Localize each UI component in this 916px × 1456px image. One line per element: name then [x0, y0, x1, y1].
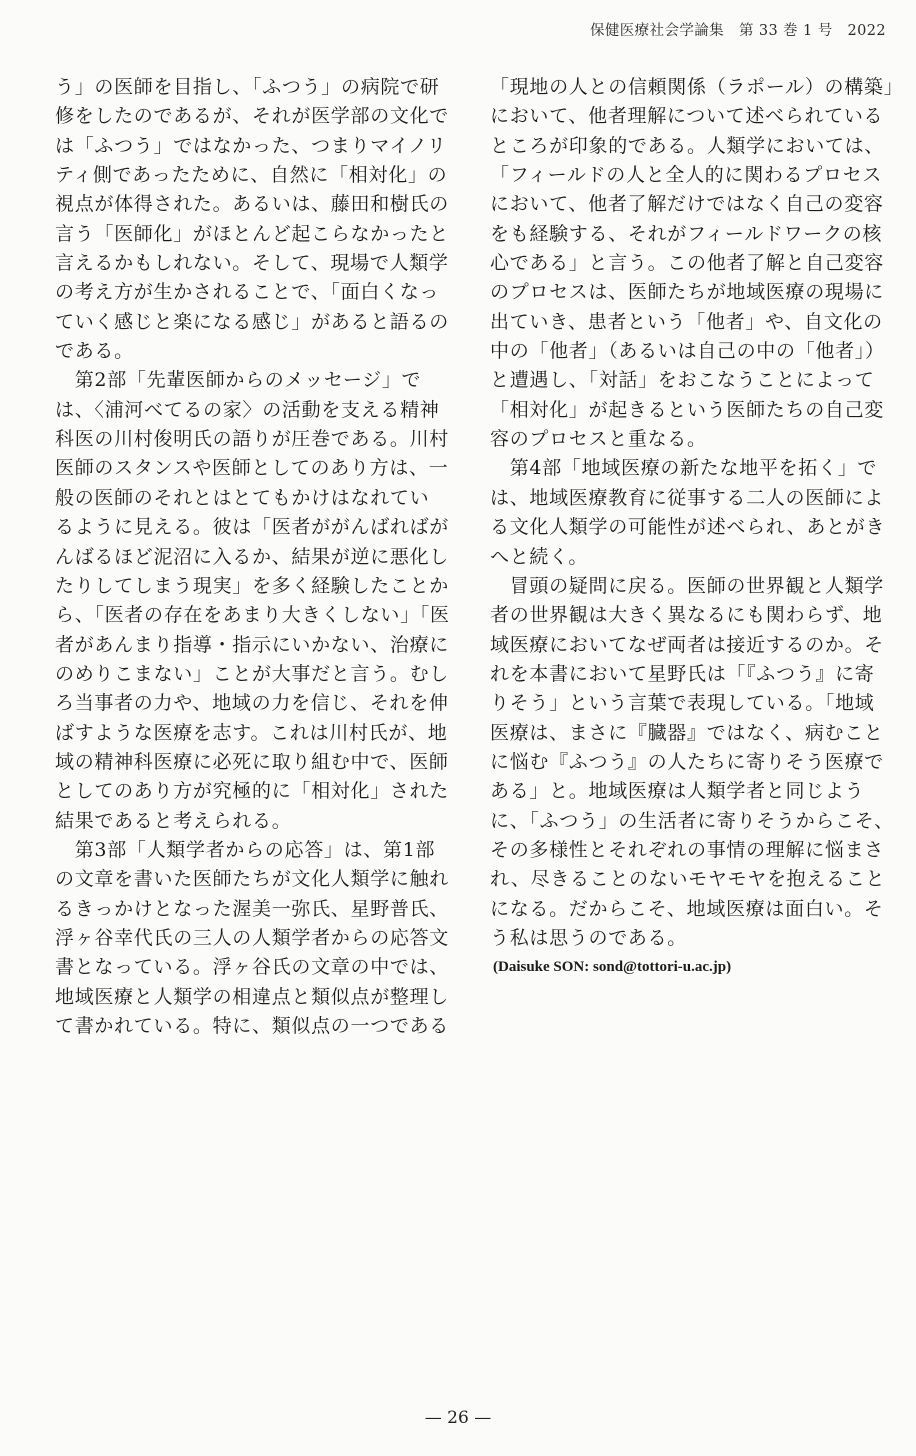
text-line: である。	[55, 340, 134, 363]
text-line: 医師のスタンスや医師としてのあり方は、一	[55, 457, 449, 480]
text-line: て書かれている。特に、類似点の一つである	[55, 1015, 450, 1037]
text-line: 結果であると考えられる。	[55, 809, 292, 832]
text-line: 言えるかもしれない。そして、現場で人類学	[55, 252, 449, 275]
left-column	[55, 73, 475, 1041]
text-line: の考え方が生かされることで、「面白くなっ	[55, 281, 440, 304]
text-line: 出ていき、患者という「他者」や、自文化の	[490, 310, 883, 333]
text-line: 心である」と言う。この他者了解と自己変容	[490, 252, 885, 275]
text-line: において、他者了解だけではなく自己の変容	[490, 193, 884, 216]
text-line: 第2部「先輩医師からのメッセージ」で	[55, 369, 422, 392]
text-line: ていく感じと楽になる感じ」があると語るの	[55, 310, 450, 333]
text-line: 地域医療と人類学の相違点と類似点が整理し	[55, 985, 450, 1008]
text-line: 科医の川村俊明氏の語りが圧巻である。川村	[55, 428, 450, 451]
text-line: ある」と。地域医療は人類学者と同じよう	[490, 780, 865, 803]
text-line: る文化人類学の可能性が述べられ、あとがき	[490, 516, 886, 539]
text-line: 者の世界観は大きく異なるにも関わらず、地	[490, 604, 883, 627]
text-line: に悩む『ふつう』の人たちに寄りそう医療で	[490, 750, 885, 773]
text-line: ところが印象的である。人類学においては、	[490, 134, 885, 157]
text-line: 「現地の人との信頼関係（ラポール）の構築」	[490, 76, 904, 98]
text-line: ばすような医療を志す。これは川村氏が、地	[55, 721, 448, 744]
text-line: 修をしたのであるが、それが医学部の文化で	[55, 105, 450, 128]
text-line: をも経験する、それがフィールドワークの核	[490, 222, 883, 245]
text-line: は、〈浦河べてるの家〉の活動を支える精神	[55, 398, 440, 421]
text-line: 般の医師のそれとはとてもかけはなれてい	[55, 486, 430, 509]
right-column	[490, 73, 910, 983]
text-line: は、地域医療教育に従事する二人の医師によ	[490, 486, 885, 509]
text-line: 者があんまり指導・指示にいかない、治療に	[55, 633, 450, 656]
text-line: れを本書において星野氏は「『ふつう』に寄	[490, 662, 875, 685]
text-line: のプロセスは、医師たちが地域医療の現場に	[490, 281, 885, 304]
text-line: 「フィールドの人と全人的に関わるプロセス	[490, 164, 883, 187]
text-line: その多様性とそれぞれの事情の理解に悩まさ	[490, 838, 885, 861]
text-line: んばるほど泥沼に入るか、結果が逆に悪化し	[55, 545, 450, 568]
text-line: たりしてしまう現実」を多く経験したことか	[55, 574, 450, 597]
text-line: 医療は、まさに『臓器』ではなく、病むこと	[490, 721, 884, 744]
text-line: う私は思うのである。	[490, 926, 688, 949]
text-line: において、他者理解について述べられている	[490, 105, 884, 128]
text-line: の文章を書いた医師たちが文化人類学に触れ	[55, 868, 450, 891]
text-line: ろ当事者の力や、地域の力を信じ、それを伸	[55, 692, 449, 715]
text-line: のめりこまない」ことが大事だと言う。むし	[55, 662, 450, 685]
text-line: 言う「医師化」がほとんど起こらなかったと	[55, 222, 450, 245]
author-contact: (Daisuke SON: sond@tottori-u.ac.jp)	[493, 959, 732, 976]
text-line: 第3部「人類学者からの応答」は、第1部	[55, 838, 436, 861]
text-line: れ、尽きることのないモヤモヤを抱えること	[490, 868, 886, 891]
text-line: るように見える。彼は「医者ががんばればが	[55, 516, 450, 539]
text-line: 冒頭の疑問に戻る。医師の世界観と人類学	[490, 574, 885, 597]
text-line: るきっかけとなった渥美一弥氏、星野普氏、	[55, 897, 450, 920]
text-line: へと続く。	[490, 545, 589, 568]
text-line: ティ側であったために、自然に「相対化」の	[55, 164, 448, 187]
left-column-lines	[55, 73, 475, 1041]
text-line: ら、「医者の存在をあまり大きくしない」「医	[55, 604, 450, 627]
text-line: 容のプロセスと重なる。	[490, 428, 707, 451]
text-line: は「ふつう」ではなかった、つまりマイノリ	[55, 134, 447, 157]
running-header: 保健医療社会学論集 第 33 巻 1 号 2022	[589, 23, 886, 39]
text-line: 書となっている。浮ヶ谷氏の文章の中では、	[55, 956, 450, 979]
text-line: 視点が体得された。あるいは、藤田和樹氏の	[55, 193, 450, 216]
text-line: う」の医師を目指し、「ふつう」の病院で研	[55, 76, 440, 98]
text-line: りそう」という言葉で表現している。「地域	[490, 692, 875, 715]
text-line: 中の「他者」（あるいは自己の中の「他者」）	[490, 340, 885, 363]
page-number: — 26 —	[424, 1408, 492, 1428]
text-line: 浮ヶ谷幸代氏の三人の人類学者からの応答文	[55, 926, 450, 949]
text-line: 域の精神科医療に必死に取り組む中で、医師	[55, 750, 449, 773]
text-line: としてのあり方が究極的に「相対化」された	[55, 780, 450, 803]
text-line: に、「ふつう」の生活者に寄りそうからこそ、	[490, 809, 894, 832]
right-column-lines	[490, 73, 910, 953]
text-line: 「相対化」が起きるという医師たちの自己変	[490, 398, 885, 421]
text-line: になる。だからこそ、地域医療は面白い。そ	[490, 897, 884, 920]
text-line: と遭遇し、「対話」をおこなうことによって	[490, 369, 875, 392]
text-line: 第4部「地域医療の新たな地平を拓く」で	[490, 457, 878, 480]
text-line: 域医療においてなぜ両者は接近するのか。そ	[490, 633, 885, 656]
